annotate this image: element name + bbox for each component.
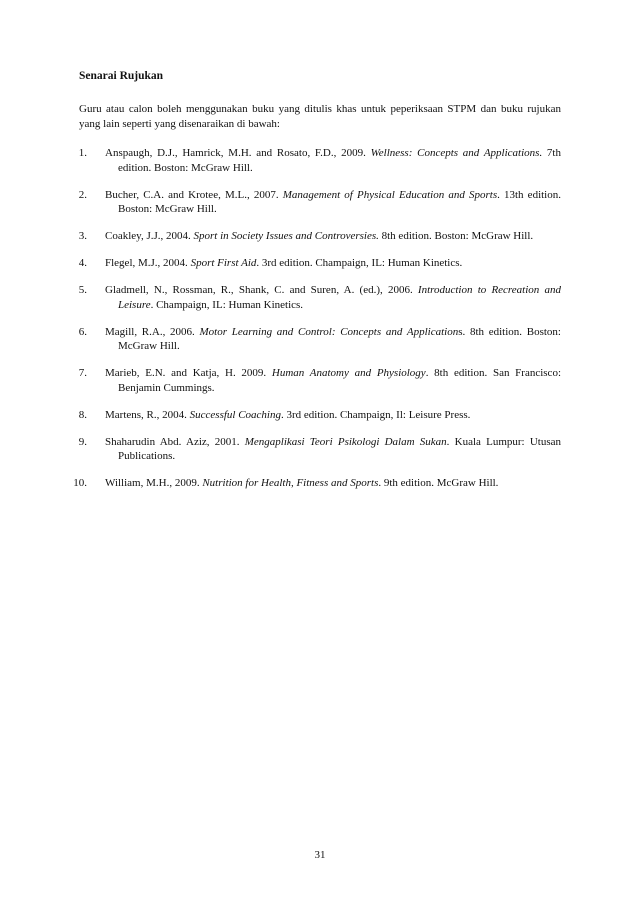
reference-publication: 7th edition. Boston: McGraw Hill. bbox=[118, 147, 561, 174]
reference-title: Successful Coaching bbox=[189, 408, 281, 421]
reference-item bbox=[65, 325, 561, 354]
reference-text bbox=[105, 256, 561, 271]
reference-title: Human Anatomy and Physiology bbox=[271, 367, 426, 379]
reference-number: 4. bbox=[78, 257, 87, 269]
reference-publication: 8th edition. Boston: McGraw Hill. bbox=[378, 230, 534, 242]
reference-number: 1. bbox=[78, 147, 87, 159]
reference-text bbox=[105, 408, 561, 423]
reference-title: Sport First Aid bbox=[190, 257, 257, 269]
reference-number: 6. bbox=[78, 325, 87, 338]
reference-number: 9. bbox=[78, 435, 87, 448]
section-heading: Senarai Rujukan bbox=[79, 70, 164, 82]
reference-publication: . 13th edition. Boston: McGraw Hill. bbox=[118, 188, 561, 215]
reference-title: Nutrition for Health, Fitness and Sports bbox=[202, 477, 379, 489]
intro-paragraph: Guru atau calon boleh menggunakan buku yang ditulis khas untuk peperiksaan STPM dan buku rujukan yang lain seperti yang disenaraikan di bawah: bbox=[79, 103, 561, 130]
reference-publication: . 3rd edition. Champaign, Il: Leisure Press. bbox=[281, 408, 471, 421]
reference-text bbox=[105, 325, 561, 354]
reference-number: 2. bbox=[78, 188, 87, 201]
reference-authors: Flegel, M.J., 2004. bbox=[105, 257, 191, 269]
reference-item bbox=[65, 408, 561, 423]
reference-item bbox=[65, 229, 561, 244]
reference-number: 3. bbox=[78, 230, 87, 242]
reference-title: Management of Physical Education and Sports bbox=[282, 188, 498, 201]
reference-text bbox=[105, 435, 561, 464]
page-number: 31 bbox=[314, 849, 326, 861]
reference-title: Mengaplikasi Teori Psikologi Dalam Sukan bbox=[244, 435, 447, 448]
reference-text bbox=[105, 146, 561, 175]
reference-publication: . Kuala Lumpur: Utusan Publications. bbox=[118, 435, 561, 462]
reference-text bbox=[105, 476, 561, 491]
reference-authors: Anspaugh, D.J., Hamrick, M.H. and Rosato, F.D., 2009. bbox=[105, 147, 371, 159]
reference-item bbox=[65, 188, 561, 217]
reference-authors: Shaharudin Abd. Aziz, 2001. bbox=[105, 435, 245, 448]
reference-title: Motor Learning and Control: Concepts and Application bbox=[199, 325, 459, 338]
reference-title: Wellness: Concepts and Applications. bbox=[370, 147, 543, 159]
reference-text bbox=[105, 229, 561, 244]
reference-authors: Gladmell, N., Rossman, R., Shank, C. and Suren, A. (ed.), 2006. bbox=[105, 284, 418, 296]
reference-item bbox=[65, 146, 561, 175]
reference-publication: . 8th edition. San Francisco: Benjamin Cummings. bbox=[118, 367, 561, 394]
reference-number: 7. bbox=[78, 367, 87, 379]
reference-text bbox=[105, 283, 561, 312]
reference-number: 8. bbox=[78, 408, 87, 421]
reference-item bbox=[65, 256, 561, 271]
reference-authors: Martens, R., 2004. bbox=[105, 408, 190, 421]
document-page bbox=[73, 0, 561, 902]
reference-list bbox=[65, 146, 561, 503]
reference-text bbox=[105, 188, 561, 217]
reference-number: 10. bbox=[73, 477, 87, 489]
reference-authors: Magill, R.A., 2006. bbox=[105, 325, 200, 338]
reference-publication: . Champaign, IL: Human Kinetics. bbox=[150, 298, 304, 311]
reference-publication: . 9th edition. McGraw Hill. bbox=[378, 477, 499, 489]
reference-publication: s. 8th edition. Boston: McGraw Hill. bbox=[118, 325, 561, 352]
reference-item bbox=[65, 283, 561, 312]
reference-authors: William, M.H., 2009. bbox=[105, 477, 203, 489]
reference-title: Introduction to Recreation and Leisure bbox=[118, 284, 561, 311]
reference-number: 5. bbox=[78, 284, 87, 296]
reference-item bbox=[65, 476, 561, 491]
reference-authors: Marieb, E.N. and Katja, H. 2009. bbox=[105, 367, 272, 379]
reference-authors: Coakley, J.J., 2004. bbox=[105, 230, 194, 242]
reference-publication: . 3rd edition. Champaign, IL: Human Kinetics. bbox=[256, 257, 463, 269]
reference-text bbox=[105, 366, 561, 395]
reference-item bbox=[65, 435, 561, 464]
reference-item bbox=[65, 366, 561, 395]
reference-authors: Bucher, C.A. and Krotee, M.L., 2007. bbox=[105, 188, 283, 201]
reference-title: Sport in Society Issues and Controversies. bbox=[193, 230, 379, 242]
